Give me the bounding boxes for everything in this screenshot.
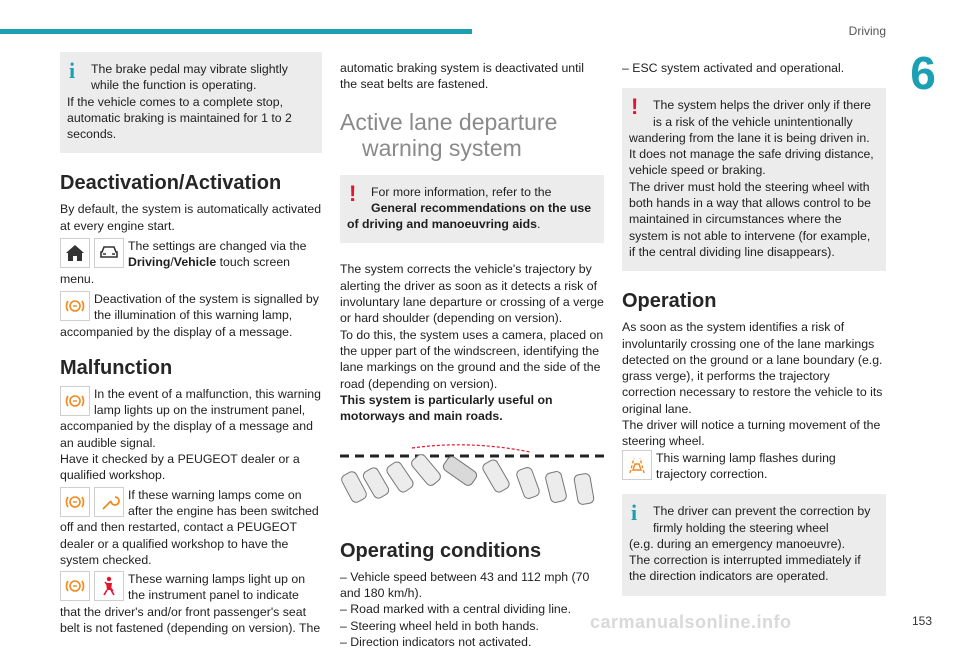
text-line: The settings are changed via the bbox=[128, 239, 307, 254]
text-line: This warning lamp flashes during bbox=[656, 450, 836, 465]
note-text: If the vehicle comes to a complete stop, automatic braking is maintained for 1 to 2 seconds. bbox=[67, 94, 292, 142]
restart-lamp-instruction bbox=[60, 487, 322, 568]
note-line: while the function is operating. bbox=[91, 78, 257, 93]
chapter-number: 6 bbox=[910, 47, 936, 99]
seatbelt-lamp-instruction bbox=[60, 571, 322, 636]
lane-lamp-instruction bbox=[622, 450, 886, 483]
info-note: i The driver can prevent the correction by firmly holding the steering wheel (e.g. during an emergency manoeuvre). The correction is interrupted immediately if the direction indicators are operated. bbox=[622, 494, 886, 595]
text-line: after the engine has been switched bbox=[128, 503, 319, 518]
lane-lamp-icon bbox=[622, 450, 652, 480]
paragraph: The system corrects the vehicle's trajectory by alerting the driver as soon as it detects a risk of involuntary lane departure or crossing of a verge or hard shoulder (depending on version). bbox=[340, 262, 604, 326]
text-line: menu. bbox=[60, 271, 95, 286]
paragraph: The driver will notice a turning movement of the steering wheel. bbox=[622, 418, 881, 449]
list-item: – ESC system activated and operational. bbox=[622, 61, 845, 75]
settings-instruction bbox=[60, 238, 322, 287]
home-icon bbox=[60, 238, 90, 268]
heading-deactivation: Deactivation/Activation bbox=[60, 172, 282, 195]
wrench-icon bbox=[94, 487, 124, 517]
warning-icon: ! bbox=[349, 180, 357, 206]
paragraph: automatic braking system is deactivated until the seat belts are fastened. bbox=[340, 61, 585, 92]
note-line: The brake pedal may vibrate slightly bbox=[91, 62, 288, 76]
heading-lane-departure: Active lane departure warning system bbox=[340, 108, 558, 161]
text-line: lamp lights up on the instrument panel, bbox=[94, 403, 306, 418]
brake-warning-lamp-icon bbox=[60, 291, 90, 321]
text-line: Deactivation of the system is signalled by bbox=[94, 291, 319, 306]
text-line: trajectory correction. bbox=[656, 466, 768, 481]
brake-warning-lamp-icon bbox=[60, 571, 90, 601]
text-line: accompanied by the display of a message and an audible signal. bbox=[60, 419, 313, 450]
column-2 bbox=[340, 52, 604, 650]
deactivation-lamp-instruction bbox=[60, 291, 322, 340]
car-settings-icon bbox=[94, 238, 124, 268]
malfunction-lamp-instruction bbox=[60, 386, 322, 484]
header-accent-bar bbox=[0, 29, 472, 34]
conditions-list bbox=[340, 569, 604, 650]
text-line: If these warning lamps come on bbox=[128, 487, 302, 502]
heading-malfunction: Malfunction bbox=[60, 356, 173, 379]
list-item: – Steering wheel held in both hands. bbox=[340, 618, 539, 633]
info-icon: i bbox=[69, 58, 76, 83]
paragraph: By default, the system is automatically activated at every engine start. bbox=[60, 202, 322, 233]
info-note bbox=[60, 52, 322, 153]
page-number: 153 bbox=[911, 614, 932, 628]
heading-operating-conditions: Operating conditions bbox=[340, 539, 542, 562]
text-line: Driving/Vehicle touch screen bbox=[128, 255, 291, 270]
list-item: – Road marked with a central dividing line. bbox=[340, 602, 572, 617]
text-line: accompanied by the display of a message. bbox=[60, 324, 293, 339]
lane-correction-illustration bbox=[340, 438, 604, 510]
column-3 bbox=[622, 52, 886, 614]
text-line: that the driver's and/or front passenger's seat belt is not fastened (depending on version). The bbox=[60, 604, 321, 636]
brake-warning-lamp-icon bbox=[60, 487, 90, 517]
text-line: Have it checked by a PEUGEOT dealer or a qualified workshop. bbox=[60, 452, 300, 483]
warning-note: ! For more information, refer to the General recommendations on the use of driving and manoeuvring aids. bbox=[340, 175, 604, 244]
warning-note: ! The system helps the driver only if there is a risk of the vehicle unintentionally wandering from the lane it is being driven in. It does not manage the safe driving distance, vehicle speed or braking. The driver must hold the steering wheel with both hands in a way that allows control to be maintained in circumstances where the system is not able to intervene (for example, if the central dividing line disappears). bbox=[622, 88, 886, 271]
list-item: – Vehicle speed between 43 and 112 mph (70 and 180 km/h). bbox=[340, 569, 590, 601]
text-line: the instrument panel to indicate bbox=[128, 588, 299, 603]
info-icon: i bbox=[631, 500, 638, 526]
seatbelt-warning-icon bbox=[94, 571, 124, 601]
paragraph: To do this, the system uses a camera, placed on the upper part of the windscreen, identifying the lane markings on the ground and the side of the road (depending on version). bbox=[340, 327, 604, 391]
watermark: carmanualsonline.info bbox=[590, 612, 792, 632]
paragraph: As soon as the system identifies a risk of involuntarily crossing one of the lane markings detected on the ground or a lane boundary (e.g. grass verge), it performs the trajectory correction necessary to restore the vehicle to its original lane. bbox=[622, 320, 883, 416]
text-line: These warning lamps light up on bbox=[128, 572, 306, 587]
paragraph: This system is particularly useful on motorways and main roads. bbox=[340, 392, 553, 424]
list-item: – Direction indicators not activated. bbox=[340, 634, 532, 649]
text-line: off and then restarted, contact a PEUGEOT dealer or a qualified workshop to have the system checked. bbox=[60, 520, 297, 567]
text-line: the illumination of this warning lamp, bbox=[94, 308, 293, 323]
warning-icon: ! bbox=[631, 94, 639, 120]
section-title: Driving bbox=[848, 24, 886, 38]
text-line: In the event of a malfunction, this warning bbox=[94, 386, 321, 401]
heading-operation: Operation bbox=[622, 290, 717, 313]
brake-warning-lamp-icon bbox=[60, 386, 90, 416]
column-1 bbox=[60, 52, 322, 636]
